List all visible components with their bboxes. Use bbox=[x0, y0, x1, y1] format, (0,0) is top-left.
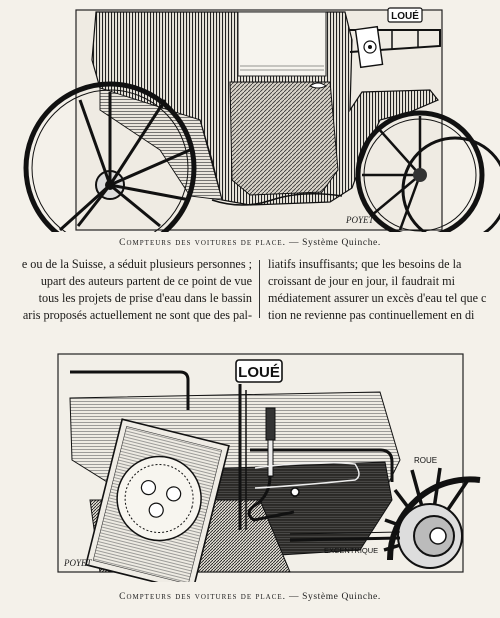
bottom-sign-text: LOUÉ bbox=[238, 364, 280, 381]
label-excentrique: EXCENTRIQUE bbox=[324, 546, 379, 555]
right-line-3: médiatement assurer un excès d'eau tel que c bbox=[268, 291, 487, 305]
top-carriage-illustration bbox=[0, 0, 500, 232]
top-artist-signature: POYET bbox=[346, 215, 374, 225]
right-line-4: tion ne revienne pas continuellement en di bbox=[268, 308, 475, 322]
left-line-3: tous les projets de prise d'eau dans le bassin bbox=[38, 291, 252, 305]
right-line-2: croissant de jour en jour, il faudrait mi bbox=[268, 274, 456, 288]
body-text bbox=[0, 256, 500, 336]
bottom-meter-illustration bbox=[0, 350, 500, 582]
top-meter-box bbox=[355, 27, 382, 68]
carriage-door bbox=[230, 82, 338, 195]
left-line-1: e ou de la Suisse, a séduit plusieurs personnes ; bbox=[21, 257, 252, 271]
left-column bbox=[0, 256, 252, 324]
label-roue: ROUE bbox=[414, 456, 438, 465]
bottom-loue-sign bbox=[236, 360, 282, 382]
top-figure bbox=[0, 0, 500, 232]
right-column bbox=[268, 256, 500, 324]
bottom-caption-suffix: Système Quinche. bbox=[302, 592, 381, 602]
bottom-artist-signature: POYET bbox=[64, 558, 92, 568]
top-loue-sign bbox=[388, 8, 422, 22]
column-rule bbox=[259, 260, 260, 318]
top-caption-dash: — bbox=[286, 238, 303, 248]
top-caption-suffix: Système Quinche. bbox=[302, 238, 381, 248]
right-line-1: liatifs insuffisants; que les besoins de la bbox=[268, 257, 462, 271]
left-line-4: aris proposés actuellement ne sont que des pal- bbox=[22, 308, 252, 322]
bottom-figure bbox=[0, 350, 500, 582]
carriage-window bbox=[238, 12, 326, 76]
bottom-caption bbox=[0, 592, 500, 602]
bottom-caption-prefix: Compteurs des voitures de place. bbox=[119, 592, 287, 602]
bottom-caption-dash: — bbox=[286, 592, 303, 602]
top-caption-prefix: Compteurs des voitures de place. bbox=[119, 238, 287, 248]
top-sign-text: LOUÉ bbox=[391, 11, 419, 22]
left-line-2: upart des auteurs partent de ce point de vue bbox=[40, 274, 252, 288]
top-caption bbox=[0, 238, 500, 248]
